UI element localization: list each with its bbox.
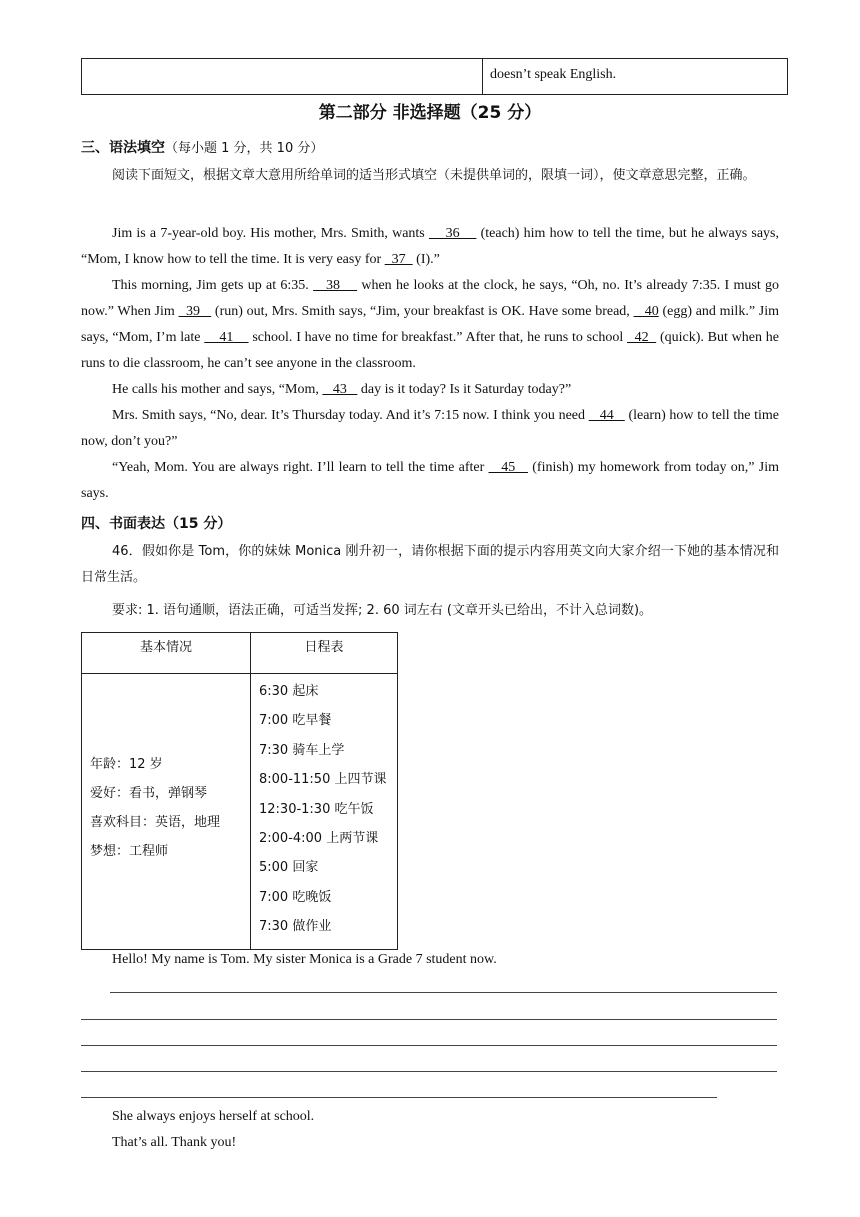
- answer-blank[interactable]: 45: [488, 460, 529, 475]
- passage-text: He calls his mother and says, “Mom,: [112, 382, 323, 397]
- answer-blank[interactable]: 39: [178, 304, 212, 319]
- header-basic-info: 基本情况: [139, 640, 192, 655]
- section-heading-writing: 四、书面表达（15 分）: [81, 516, 232, 532]
- answer-line[interactable]: [110, 992, 777, 993]
- passage-text: when he looks at the clock, he says, “Oh, no. It’s already 7:35. I must go now.” When Jim: [81, 278, 780, 319]
- essay-closing-1: She always enjoys herself at school.: [112, 1109, 315, 1124]
- passage-text: (run) out, Mrs. Smith says, “Jim, your breakfast is OK. Have some bread,: [211, 304, 634, 319]
- passage-text: day is it today? Is it Saturday today?”: [357, 382, 572, 397]
- passage-text: (I).”: [412, 252, 440, 267]
- passage-paragraph: [81, 455, 779, 507]
- schedule-item: 7:00 吃晚饭: [259, 889, 332, 905]
- answer-blank[interactable]: 37: [384, 252, 413, 267]
- passage-text: This morning, Jim gets up at 6:35.: [112, 278, 314, 293]
- section-heading-grammar: [81, 137, 323, 157]
- passage-paragraph: [81, 273, 779, 377]
- answer-blank[interactable]: 36: [428, 226, 477, 241]
- cloze-passage: [81, 221, 779, 507]
- schedule-item: 7:00 吃早餐: [259, 713, 332, 729]
- info-item: 喜欢科目：英语，地理: [90, 815, 221, 830]
- table-divider: [250, 633, 251, 949]
- passage-paragraph: [81, 377, 779, 403]
- schedule-list: [259, 677, 386, 942]
- answer-blank[interactable]: 44: [588, 408, 625, 423]
- answer-blank[interactable]: 41: [204, 330, 249, 345]
- passage-text: Jim is a 7-year-old boy. His mother, Mrs. Smith, wants: [112, 226, 429, 241]
- info-item: 年龄：12 岁: [90, 757, 163, 772]
- answer-blank[interactable]: 42: [627, 330, 657, 345]
- passage-paragraph: [81, 403, 779, 455]
- schedule-item: 2:00-4:00 上两节课: [259, 831, 379, 847]
- info-item: 梦想：工程师: [90, 844, 169, 859]
- table-cell-text: doesn’t speak English.: [490, 67, 617, 82]
- passage-text: (teach) him how to tell the time, but he always says, “Mom, I know how to tell the time. It is very easy for: [81, 226, 780, 267]
- passage-text: (quick). But when he runs to die classroom, he can’t see anyone in the classroom.: [81, 330, 780, 371]
- schedule-item: 6:30 起床: [259, 684, 319, 699]
- passage-text: (egg) and milk.” Jim says, “Mom, I’m late: [81, 304, 779, 345]
- schedule-item: 7:30 做作业: [259, 919, 332, 935]
- schedule-item: 7:30 骑车上学: [259, 742, 345, 758]
- answer-blank[interactable]: 40: [633, 304, 659, 319]
- instruction-text: 阅读下面短文，根据文章大意用所给单词的适当形式填空（未提供单词的，限填一词），使文章意思完整，正确。: [112, 168, 756, 183]
- header-schedule: 日程表: [304, 640, 344, 655]
- passage-text: (learn) how to tell the time now, don’t you?”: [81, 408, 779, 449]
- answer-blank[interactable]: 38: [313, 278, 358, 293]
- passage-text: Mrs. Smith says, “No, dear. It’s Thursday today. And it’s 7:15 now. I think you need: [112, 408, 589, 423]
- answer-line[interactable]: [81, 1045, 777, 1046]
- schedule-item: 12:30-1:30 吃午饭: [259, 801, 374, 817]
- passage-paragraph: [81, 221, 779, 273]
- info-table: [81, 632, 398, 950]
- answer-table-tail: [81, 58, 788, 95]
- essay-opening: Hello! My name is Tom. My sister Monica is a Grade 7 student now.: [112, 952, 497, 967]
- answer-line[interactable]: [81, 1071, 777, 1072]
- section-title: 三、语法填空: [81, 140, 165, 156]
- basic-info-list: [90, 750, 220, 866]
- section-note: （每小题 1 分，共 10 分）: [165, 141, 324, 156]
- schedule-item: 8:00-11:50 上四节课: [259, 772, 387, 788]
- essay-closing-2: That’s all. Thank you!: [112, 1135, 237, 1150]
- answer-line[interactable]: [81, 1019, 777, 1020]
- answer-line[interactable]: [81, 1097, 717, 1098]
- passage-text: “Yeah, Mom. You are always right. I’ll learn to tell the time after: [112, 460, 489, 475]
- schedule-item: 5:00 回家: [259, 860, 319, 876]
- writing-prompt: 46．假如你是 Tom，你的妹妹 Monica 刚升初一，请你根据下面的提示内容用英文向大家介绍一下她的基本情况和日常生活。: [81, 544, 779, 585]
- part-title: 第二部分 非选择题（25 分）: [318, 103, 542, 123]
- passage-text: (finish) my homework from today on,” Jim says.: [81, 460, 779, 501]
- writing-requirement: 要求: 1. 语句通顺，语法正确，可适当发挥; 2. 60 词左右 (文章开头已给出，不计入总词数)。: [112, 603, 653, 618]
- passage-text: school. I have no time for breakfast.” After that, he runs to school: [248, 330, 627, 345]
- info-item: 爱好：看书，弹钢琴: [90, 786, 208, 801]
- table-cell-empty: [82, 59, 483, 94]
- answer-blank[interactable]: 43: [322, 382, 358, 397]
